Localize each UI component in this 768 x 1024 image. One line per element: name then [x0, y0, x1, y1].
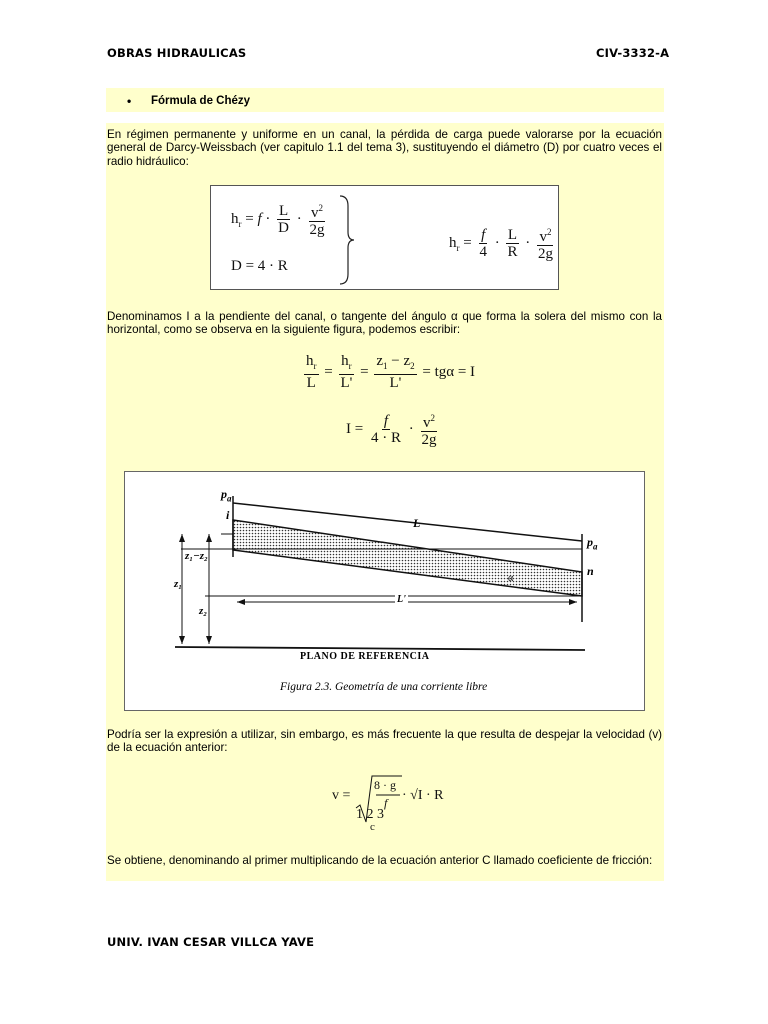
label-n: n	[587, 564, 594, 578]
darcy-equation: $h_r = f$ · $\frac{L}{D}$ · $\frac{v^2}{2g}$	[231, 200, 328, 239]
diameter-equation: D = 4 · R	[231, 258, 288, 274]
label-lprime: L'	[397, 594, 406, 605]
label-l: L	[413, 516, 421, 530]
paragraph-1: En régimen permanente y uniforme en un canal, la pérdida de carga puede valorarse por la ecuación general de Darcy-Weissbach (ver capitulo 1.1 del tema 3), sustituyendo el diámetro (D) por cuatro veces el radio hidráulico:	[107, 128, 662, 168]
equation-box	[210, 185, 559, 290]
paragraph-2: Denominamos I a la pendiente del canal, o tangente del ángulo α que forma la solera del mismo con la horizontal, como se observa en la siguiente figura, podemos escribir:	[107, 310, 662, 337]
slope-equation: $\frac{h_r}{L}$ = $\frac{h_r}{L'}$ = $\frac{z_1 - z_2}{L'}$ = tgα = I	[306, 353, 476, 391]
label-z1: z₁	[174, 578, 183, 590]
bullet: •	[127, 94, 132, 108]
figure-box	[124, 471, 645, 711]
chezy-hr-equation: $h_r$ = $\frac{f}{4}$ · $\frac{L}{R}$ · $\frac{v^2}{2g}$	[449, 224, 557, 263]
label-pb: $p_a$	[587, 535, 598, 552]
header-right: CIV-3332-A	[596, 46, 670, 60]
label-i: i	[226, 508, 230, 522]
label-plano-referencia: PLANO DE REFERENCIA	[300, 651, 430, 662]
label-pa: $p_a$	[221, 487, 232, 504]
paragraph-4: Se obtiene, denominando al primer multiplicando de la ecuación anterior C llamado coeficiente de fricción:	[107, 854, 653, 867]
channel-diagram	[125, 472, 644, 710]
figure-caption: Figura 2.3. Geometría de una corriente libre	[280, 681, 488, 693]
slope-i-equation: I = $\frac{f}{4 \cdot R}$ · $\frac{v^2}{2g}$	[346, 410, 440, 449]
label-z1-z2: z₁−z₂	[185, 550, 208, 562]
paragraph-3: Podría ser la expresión a utilizar, sin embargo, es más frecuente la que resulta de despejar la velocidad (v) de la ecuación anterior:	[107, 728, 662, 755]
header-left: OBRAS HIDRAULICAS	[107, 46, 247, 60]
label-alpha: α	[508, 573, 514, 584]
velocity-equation: v = 8 · g f · √I · R 1 2 3 c	[332, 774, 472, 834]
section-title: Fórmula de Chézy	[151, 95, 251, 107]
label-z2: z₂	[199, 605, 208, 617]
brace-icon	[336, 194, 356, 286]
footer-author: UNIV. IVAN CESAR VILLCA YAVE	[107, 935, 315, 949]
